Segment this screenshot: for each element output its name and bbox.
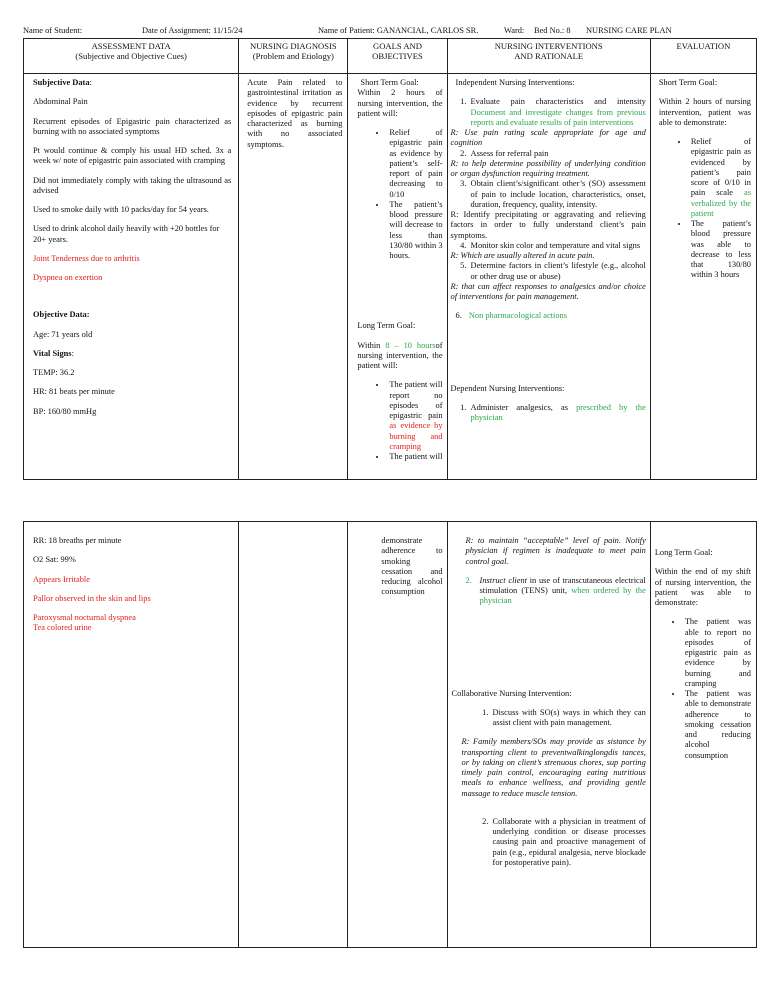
interventions-column-header: NURSING INTERVENTIONS AND RATIONALE: [447, 39, 650, 74]
evaluation-item: • Relief of epigastric pain as evidenced by patient’s pain score of 0/10 in pain scale as verbalized by the patient: [689, 137, 751, 219]
vital-sign: RR: 18 breaths per minute: [33, 536, 122, 545]
diagnosis-cell: [239, 74, 348, 480]
independent-interventions-label: Independent Nursing Interventions:: [455, 78, 575, 87]
evaluation-column-header: EVALUATION: [650, 39, 756, 74]
long-term-goal-label: Long Term Goal:: [357, 321, 416, 331]
rationale: R: Use pain rating scale appropriate for age and cognition: [450, 128, 646, 148]
long-term-goal-item: • The patient will report no episodes of epigastric pain as evidence by burning and cramping: [387, 380, 442, 452]
intervention-item: 2. Collaborate with a physician in treatment of underlying condition or disease processes causing pain and proactive management of pain (e.g., epidural analgesia, nerve blockade for postoperative pain).: [491, 817, 646, 868]
ward-label: Ward:: [504, 26, 525, 35]
dependent-interventions-label: Dependent Nursing Interventions:: [450, 383, 565, 393]
intervention-item: 1. Evaluate pain characteristics and intensity Document and investigate changes from previous reports and evaluate results of pain interventions: [469, 97, 646, 128]
short-term-goal-label: Short Term Goal:: [360, 78, 419, 87]
subjective-cue: Pt would continue & comply his usual HD sched. 3x a week w/ note of epigastric pain associated with cramping: [33, 146, 232, 166]
long-term-goal-text: Within 8 – 10 hoursof nursing intervention, the patient will:: [357, 340, 443, 370]
subjective-cue: Dyspnea on exertion: [33, 273, 103, 282]
rationale: R: Family members/SOs may provide as sistance by transporting client to preventwalkinglongdis tances, or by taking on client’s strenuous chores, sup porting timely pain control, encouraging eating nutritious meals to enhance wellness, and providing gentle massage to reduce muscle tension.: [461, 737, 646, 798]
objective-cue: Appears Irritable: [33, 574, 90, 584]
evaluation-cell: [650, 74, 756, 480]
evaluation-item: • The patient’s blood pressure was able to decrease to less that 130/80 within 3 hours: [689, 219, 751, 281]
long-term-goal-item: demonstrate adherence to smoking cessation and reducing alcohol consumption: [381, 536, 443, 597]
objective-cue: Paroxysmal nocturnal dyspnea: [33, 613, 136, 622]
subjective-cue: Abdominal Pain: [33, 97, 88, 107]
evaluation-item: • The patient was able to demonstrate adherence to smoking cessation and reducing alcohol consumption: [683, 689, 751, 761]
intervention-item: 2. Assess for referral pain: [469, 149, 646, 159]
evaluation-cell-continued: [650, 522, 756, 948]
plan-title: NURSING CARE PLAN: [586, 26, 672, 35]
evaluation-short-term-text: Within 2 hours of nursing intervention, patient was able to demonstrate:: [658, 97, 751, 127]
evaluation-short-term-label: Short Term Goal:: [658, 78, 718, 87]
objective-cue: Pallor observed in the skin and lips: [33, 593, 151, 603]
assessment-column-header: ASSESSMENT DATA (Subjective and Objective Cues): [24, 39, 239, 74]
rationale: R: Identify precipitating or aggravating and relieving factors in order to fully understand client’s pain symptoms.: [450, 210, 646, 240]
bed-number: Bed No.: 8: [534, 26, 571, 35]
intervention-item: 1. Administer analgesics, as prescribed by the physician: [469, 403, 646, 424]
goals-cell: [348, 74, 447, 480]
short-term-goal-item: • Relief of epigastric pain as evidence by patient’s self-report of pain decreasing to 0/10: [387, 128, 442, 200]
care-plan-table-page2: [23, 521, 757, 948]
long-term-goal-item: • The patient will: [387, 452, 442, 462]
assessment-cell-continued: [24, 522, 239, 948]
rationale: R: that can affect responses to analgesics and/or choice of interventions for pain management.: [450, 281, 646, 301]
diagnosis-cell-continued: [239, 522, 348, 948]
intervention-item: 4. Monitor skin color and temperature and vital signs: [469, 241, 646, 251]
nursing-diagnosis: Acute Pain related to gastrointestinal irritation as evidence by recurrent episodes of epigastric pain characterized as burning with no associated symptoms.: [247, 78, 343, 149]
subjective-cue: Joint Tenderness due to arthritis: [33, 253, 140, 263]
rationale: R: Which are usually altered in acute pain.: [450, 251, 595, 260]
collaborative-interventions-label: Collaborative Nursing Intervention:: [451, 688, 572, 698]
intervention-item: 1. Discuss with SO(s) ways in which they can assist client with pain management.: [491, 708, 646, 729]
evaluation-long-term-label: Long Term Goal:: [654, 548, 713, 557]
assessment-cell: Subjective Data: Abdominal Pain Recurrent episodes of Epigastric pain characterized as burning with no associated symptoms Pt would continue & comply his usual HD sched. 3x a week w/ note of epigastric pain associated with cramping Did not immediately comply with taking the ultrasound as advised Used to smoke daily with 10 packs/day for 54 years. Used to drink alcohol daily heavily with +20 bottles for 20+ years. Joint Tenderness due to arthritis Dyspnea on exertion Objective Data: Age: 71 years old Vital Signs: TEMP: 36.2 HR: 81 beats per minute BP: 160/80 mmHg: [24, 74, 239, 480]
subjective-cue: Used to smoke daily with 10 packs/day for 54 years.: [33, 205, 209, 214]
evaluation-item: • The patient was able to report no episodes of epigastric pain as evidence by burning and cramping: [683, 617, 751, 689]
student-name-label: Name of Student:: [23, 26, 83, 35]
objective-cue: Tea colored urine: [33, 623, 92, 633]
short-term-goal-item: • The patient’s blood pressure will decrease to less than 130/80 within 3 hours.: [387, 200, 442, 262]
assignment-date: Date of Assignment: 11/15/24: [142, 26, 243, 35]
vital-signs-label: Vital Signs:: [33, 348, 74, 358]
intervention-item: 6. Non pharmacological actions: [455, 311, 567, 321]
subjective-cue: Used to drink alcohol daily heavily with +20 bottles for 20+ years.: [33, 224, 220, 244]
vital-sign: HR: 81 beats per minute: [33, 387, 115, 397]
subjective-cue: Did not immediately comply with taking the ultrasound as advised: [33, 175, 232, 195]
goals-column-header: GOALS AND OBJECTIVES: [348, 39, 447, 74]
vital-sign: O2 Sat: 99%: [33, 555, 76, 565]
patient-name: Name of Patient: GANANCIAL, CARLOS SR.: [318, 26, 479, 35]
subjective-data-label: Subjective Data: [33, 78, 90, 87]
rationale: R: to help determine possibility of underlying condition or organ dysfunction requiring treatment.: [450, 158, 646, 178]
evaluation-long-term-text: Within the end of my shift of nursing intervention, the patient was able to demonstrate:: [654, 567, 751, 607]
interventions-cell: [447, 74, 650, 480]
objective-data-label: Objective Data:: [33, 310, 90, 320]
interventions-cell-continued: [447, 522, 650, 948]
intervention-item: 5. Determine factors in client’s lifestyle (e.g., alcohol or other drug use or abuse): [469, 261, 646, 282]
intervention-item: 3. Obtain client’s/significant other’s (SO) assessment of pain to include location, characteristics, onset, duration, frequency, quality, intensity.: [469, 179, 646, 210]
vital-sign: BP: 160/80 mmHg: [33, 406, 97, 416]
short-term-goal-text: Within 2 hours of nursing intervention, the patient will:: [357, 88, 443, 118]
rationale: R: to maintain “acceptable” level of pain. Notify physician if regimen is inadequate to meet pain control goal.: [465, 536, 646, 566]
subjective-cue: Recurrent episodes of Epigastric pain characterized as burning with no associated symptoms: [33, 116, 232, 136]
vital-sign: TEMP: 36.2: [33, 368, 75, 377]
intervention-item: 2. Instruct client in use of transcutaneous electrical stimulation (TENS) unit, when ordered by the physician: [465, 575, 646, 606]
diagnosis-column-header: NURSING DIAGNOSIS (Problem and Etiology): [239, 39, 348, 74]
objective-cue: Age: 71 years old: [33, 329, 93, 339]
goals-cell-continued: [348, 522, 447, 948]
care-plan-table-page1: [23, 38, 757, 480]
